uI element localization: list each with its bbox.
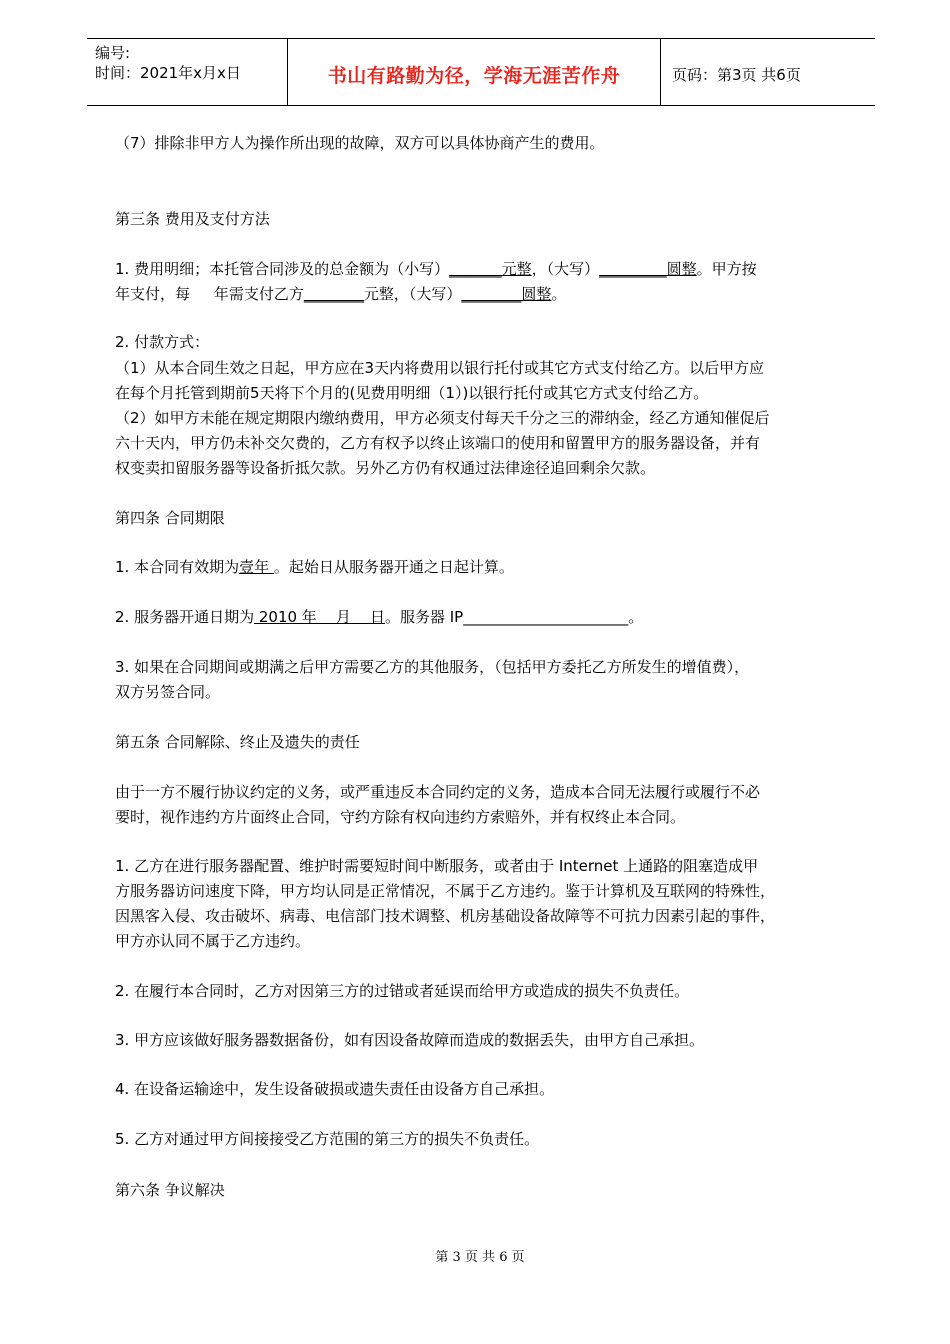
document-time-label: 时间：2021年x月x日 — [95, 64, 241, 82]
term-text: 2. 服务器开通日期为 — [115, 608, 255, 626]
server-open-date-blank: 2010 年 月 日 — [254, 608, 385, 626]
page-footer: 第 3 页 共 6 页 — [435, 1250, 525, 1265]
fee-amount-blank: _______元整 — [449, 260, 532, 278]
header-page-cell — [660, 39, 875, 105]
term-text: 。 — [628, 608, 644, 626]
fee-text: 。 — [551, 285, 567, 303]
fee-amount-words-blank: _________圆整 — [599, 260, 697, 278]
header-motto: 书山有路勤为径，学海无涯苦作舟 — [327, 65, 621, 87]
article-4-title: 第四条 合同期限 — [115, 509, 225, 527]
fee-detail-text: 1. 费用明细；本托管合同涉及的总金额为（小写） — [115, 260, 450, 278]
payment-item-1-line: 在每个月托管到期前5天将下个月的(见费用明细（1）)以银行托付或其它方式支付给乙方。 — [115, 384, 709, 402]
term-item-3-line: 3. 如果在合同期间或期满之后甲方需要乙方的其他服务，（包括甲方委托乙方所发生的增值费）， — [115, 658, 750, 676]
article-5-title: 第五条 合同解除、终止及遗失的责任 — [115, 733, 360, 751]
term-text: 。服务器 IP — [384, 608, 464, 626]
document-number-label: 编号: — [95, 44, 131, 62]
term-item-2 — [115, 606, 643, 628]
header-motto-cell — [287, 39, 661, 105]
term-item-3-line: 双方另签合同。 — [115, 683, 221, 701]
payment-item-2-line: （2）如甲方未能在规定期限内缴纳费用，甲方必须支付每天千分之三的滞纳金，经乙方通知催促后 — [115, 409, 770, 427]
article-5-intro-line: 要时，视作违约方片面终止合同，守约方除有权向违约方索赔外，并有权终止本合同。 — [115, 808, 686, 826]
fee-detail-line-1 — [115, 258, 757, 280]
liability-item-2: 2. 在履行本合同时，乙方对因第三方的过错或者延误而给甲方或造成的损失不负责任。 — [115, 982, 690, 1000]
fee-detail-line-2 — [115, 283, 566, 305]
header-page-number: 页码：第3页 共6页 — [672, 66, 801, 84]
fee-text: 元整，（大写） — [363, 285, 462, 303]
liability-item-4: 4. 在设备运输途中，发生设备破损或遗失责任由设备方自己承担。 — [115, 1080, 555, 1098]
server-ip-blank: ______________________ — [463, 608, 629, 626]
payment-item-2-line: 六十天内，甲方仍未补交欠费的，乙方有权予以终止该端口的使用和留置甲方的服务器设备，并有 — [115, 434, 761, 452]
liability-item-1-line: 1. 乙方在进行服务器配置、维护时需要短时间中断服务，或者由于 Internet 上通路的阻塞造成甲 — [115, 857, 759, 875]
fee-text: 年需支付乙方 — [190, 285, 304, 303]
article-3-title: 第三条 费用及支付方法 — [115, 210, 270, 228]
fee-text: 年支付，每 — [115, 285, 191, 303]
article-6-title: 第六条 争议解决 — [115, 1181, 225, 1199]
header-meta-cell — [87, 39, 287, 105]
term-duration-value: 壹年 — [239, 558, 274, 576]
article-5-intro-line: 由于一方不履行协议约定的义务，或严重违反本合同约定的义务，造成本合同无法履行或履行不必 — [115, 783, 761, 801]
term-text: 。起始日从服务器开通之日起计算。 — [273, 558, 514, 576]
fee-amount-words-blank: ________圆整 — [461, 285, 552, 303]
page-header — [87, 38, 875, 106]
liability-item-1-line: 甲方亦认同不属于乙方违约。 — [115, 932, 311, 950]
payment-item-2-line: 权变卖扣留服务器等设备折抵欠款。另外乙方仍有权通过法律途径追回剩余欠款。 — [115, 459, 656, 477]
fee-amount-blank: ________ — [303, 285, 364, 303]
liability-item-3: 3. 甲方应该做好服务器数据备份，如有因设备故障而造成的数据丢失，由甲方自己承担。 — [115, 1031, 705, 1049]
payment-item-1-line: （1）从本合同生效之日起，甲方应在3天内将费用以银行托付或其它方式支付给乙方。以后甲方应 — [115, 359, 765, 377]
fee-text: 。甲方按 — [696, 260, 757, 278]
term-text: 1. 本合同有效期为 — [115, 558, 240, 576]
fee-text: ，（大写） — [531, 260, 600, 278]
term-item-1 — [115, 556, 514, 578]
liability-item-5: 5. 乙方对通过甲方间接接受乙方范围的第三方的损失不负责任。 — [115, 1130, 540, 1148]
clause-item-7: （7）排除非甲方人为操作所出现的故障，双方可以具体协商产生的费用。 — [115, 134, 605, 152]
liability-item-1-line: 方服务器访问速度下降，甲方均认同是正常情况，不属于乙方违约。鉴于计算机及互联网的特殊性， — [115, 882, 776, 900]
payment-method-title: 2. 付款方式： — [115, 333, 210, 351]
liability-item-1-line: 因黑客入侵、攻击破坏、病毒、电信部门技术调整、机房基础设备故障等不可抗力因素引起的事件， — [115, 907, 776, 925]
